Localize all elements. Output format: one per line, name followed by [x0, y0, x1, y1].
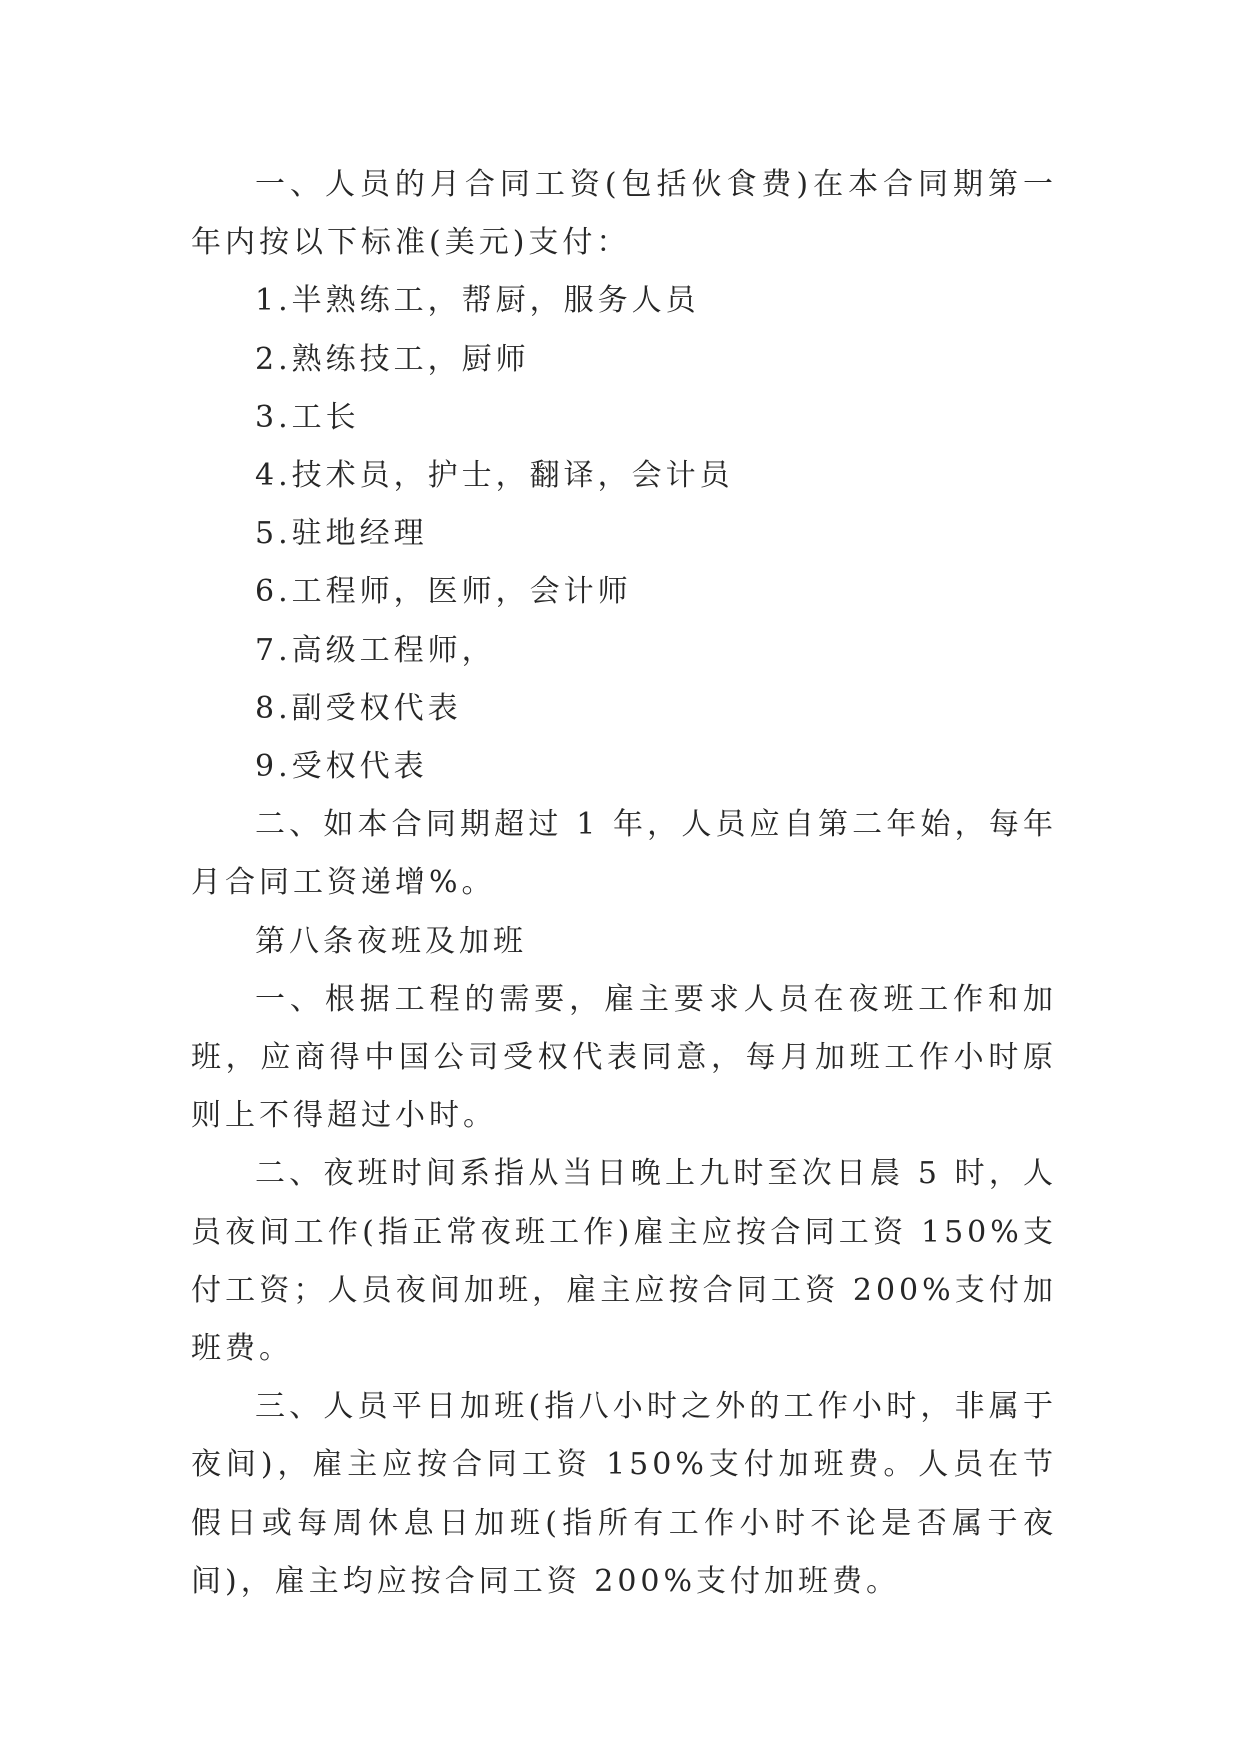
paragraph-wage-intro: 一、人员的月合同工资(包括伙食费)在本合同期第一年内按以下标准(美元)支付： [191, 167, 1057, 261]
list-item-semi-skilled: 1.半熟练工，帮厨，服务人员 [255, 283, 700, 319]
paragraph-overtime-approval: 一、根据工程的需要，雇主要求人员在夜班工作和加班，应商得中国公司受权代表同意，每月加班工作小时原则上不得超过小时。 [191, 981, 1057, 1134]
list-item-technician: 4.技术员，护士，翻译，会计员 [255, 458, 734, 494]
list-item-representative: 9.受权代表 [255, 749, 428, 785]
list-item-foreman: 3.工长 [255, 399, 360, 435]
section-heading-article-8: 第八条夜班及加班 [255, 923, 527, 959]
list-item-skilled: 2.熟练技工，厨师 [255, 341, 530, 377]
paragraph-night-shift: 二、夜班时间系指从当日晚上九时至次日晨 5 时，人员夜间工作(指正常夜班工作)雇主应按合同工资 150%支付工资；人员夜间加班，雇主应按合同工资 200%支付加班费。 [191, 1156, 1057, 1367]
list-item-senior-engineer: 7.高级工程师， [255, 632, 496, 668]
paragraph-weekday-overtime: 三、人员平日加班(指八小时之外的工作小时，非属于夜间)，雇主应按合同工资 150%支付加班费。人员在节假日或每周休息日加班(指所有工作小时不论是否属于夜间)，雇主均应按合同工资 200%支付加班费。 [191, 1389, 1057, 1599]
document-body [191, 156, 1057, 1611]
list-item-engineer: 6.工程师，医师，会计师 [255, 574, 632, 610]
paragraph-wage-increase: 二、如本合同期超过 1 年，人员应自第二年始，每年月合同工资递增%。 [191, 807, 1057, 901]
list-item-site-manager: 5.驻地经理 [255, 516, 428, 552]
list-item-deputy-representative: 8.副受权代表 [255, 690, 462, 726]
